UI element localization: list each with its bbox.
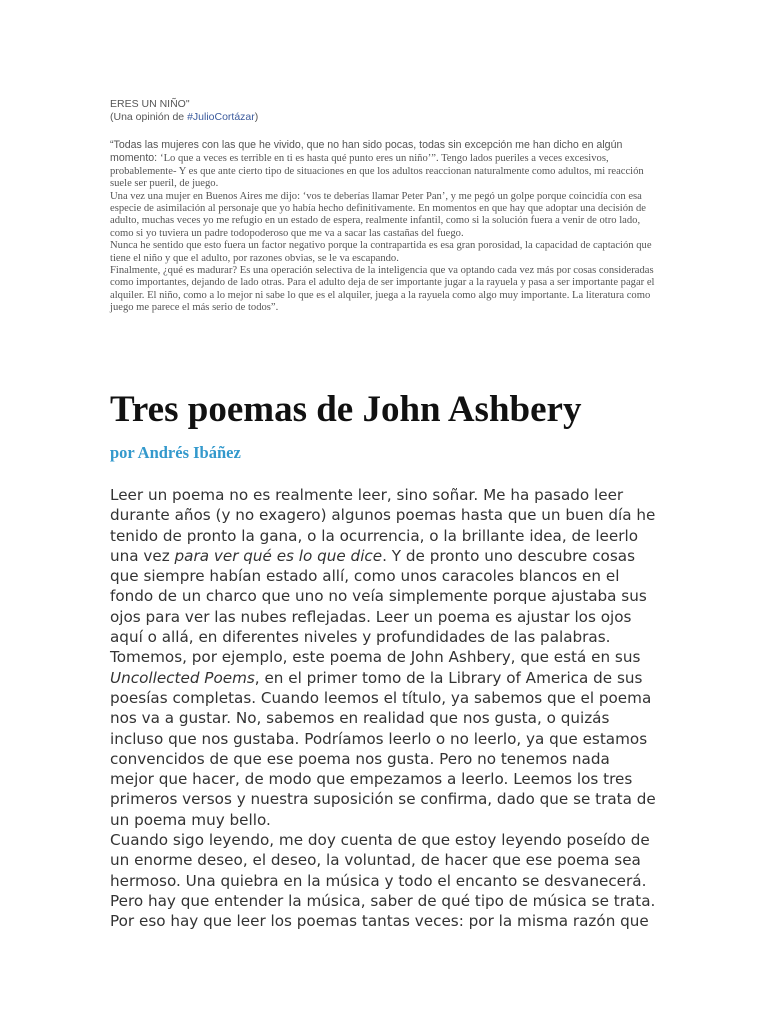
quote-paragraph: Nunca he sentido que esto fuera un factor negativo porque la contrapartida es esa gran porosidad, la capacidad de captación que tiene el niño y que el adulto, por razones obvias, se le va escapando.: [110, 240, 652, 264]
quote-paragraph: Una vez una mujer en Buenos Aires me dijo: ‘vos te deberías llamar Peter Pan’, y me pegó un golpe porque coincidía con esa especie de asimilación al personaje que yo había hecho definitivamente. En momentos en que hay que adoptar una decisión de adulto, muchas veces yo me refugio en un estado de espera, realmente infantil, como si la solución fuera a venir de otro lado, como si yo tuviera un padre todopoderoso que me va a sacar las castañas del fuego.: [110, 190, 646, 239]
body-paragraph: Cuando sigo leyendo, me doy cuenta de que estoy leyendo poseído de un enorme deseo, el deseo, la voluntad, de hacer que ese poema sea hermoso. Una quiebra en la música y todo el encanto se desvanecerá. Pero hay que entender la música, saber de qué tipo de música se trata. Por eso hay que leer los poemas tantas veces: por la misma razón que: [110, 831, 656, 931]
body-text: . Y de pronto uno descubre cosas que siempre habían estado allí, como unos caracoles blancos en el fondo de un charco que uno no veía simplemente porque ajustaba sus ojos para ver las nubes reflejadas. Leer un poema es ajustar los ojos aquí o allá, en diferentes niveles y profundidades de las palabras. Tomemos, por ejemplo, este poema de John Ashbery, que está en sus: [110, 546, 647, 667]
subtitle-close: ): [254, 110, 259, 123]
quote-block: [110, 139, 658, 315]
quote-p1-start: “Todas las mujeres con las que he vivido, que no han sido pocas, todas sin excepción me han dicho en algún momento:: [110, 139, 623, 165]
article-author[interactable]: por Andrés Ibáñez: [110, 443, 241, 462]
book-title-italic: Uncollected Poems: [110, 668, 255, 687]
quote-p1-end: ‘Lo que a veces es terrible en ti es hasta qué punto eres un niño’”. Tengo lados pueriles a veces excesivos, probablemente- Y es que ante cierto tipo de situaciones en que los adultos reaccionan naturalmente como adultos, mi reacción suele ser pueril, de juego.: [110, 153, 644, 190]
body-italic: para ver qué es lo que dice: [174, 546, 383, 565]
body-paragraph: [110, 485, 658, 830]
quote-paragraph: Finalmente, ¿qué es madurar? Es una operación selectiva de la inteligencia que va optando cada vez más por cosas consideradas como importantes, dejando de lado otras. Para el adulto deja de ser importante jugar a la rayuela y pasa a ser importante pagar el alquiler. El niño, como a lo mejor ni sabe lo que es el alquiler, juega a la rayuela como algo muy importante. La literatura como juego me parece el más serio de todos”.: [110, 265, 655, 314]
article-title: Tres poemas de John Ashbery: [110, 389, 582, 430]
subtitle-open: (Una opinión de: [110, 110, 188, 123]
quote-paragraph: [110, 139, 658, 191]
header-subtitle: [110, 111, 658, 124]
header-title: ERES UN NIÑO": [110, 98, 190, 110]
body-text: , en el primer tomo de la Library of America de sus poesías completas. Cuando leemos el título, ya sabemos que el poema nos va a gustar. No, sabemos en realidad que nos gusta, o quizás incluso que nos gustaba. Podríamos leerlo o no leerlo, ya que estamos convencidos de que ese poema nos gusta. Pero no tenemos nada mejor que hacer, de modo que empezamos a leerlo. Leemos los tres primeros versos y nuestra suposición se confirma, dado que se trata de un poema muy bello.: [110, 668, 656, 829]
hashtag-link[interactable]: #JulioCortázar: [187, 110, 255, 123]
article-body: [110, 485, 658, 932]
body-text: Leer un poema no es realmente leer, sino soñar. Me ha pasado leer durante años (y no exagero) algunos poemas hasta que un buen día he tenido de pronto la gana, o la ocurrencia, o la brillante idea, de leerlo una vez: [110, 486, 656, 565]
header-block: [110, 98, 658, 123]
